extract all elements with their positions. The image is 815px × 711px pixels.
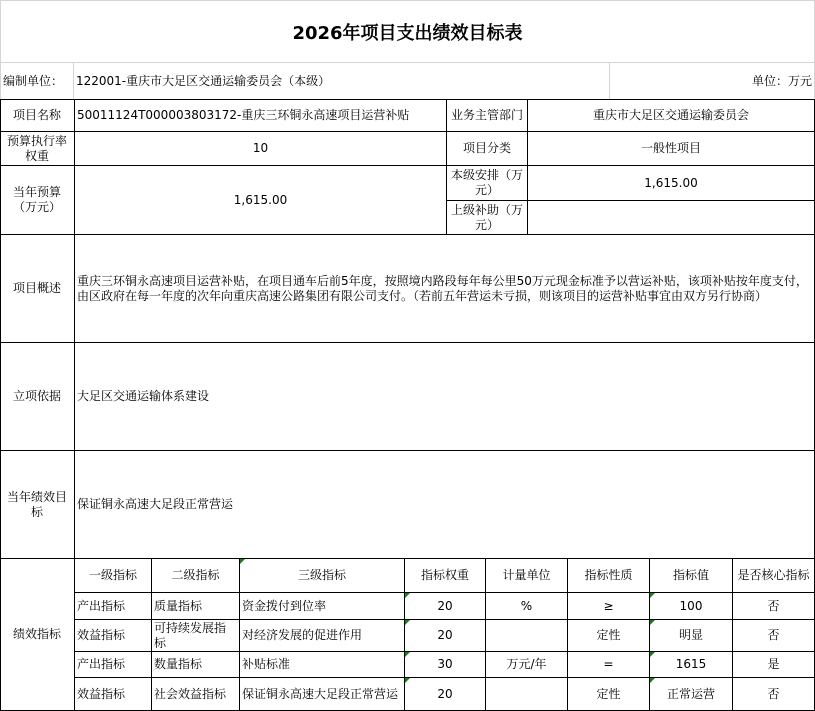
indicator-cell-nature: 定性 — [568, 620, 650, 652]
indicator-header-nature: 指标性质 — [568, 559, 650, 593]
indicator-header-level3: 三级指标 — [240, 559, 405, 593]
project-name-label: 项目名称 — [0, 100, 75, 132]
indicator-cell-nature: = — [568, 652, 650, 678]
indicator-cell-core: 否 — [733, 593, 815, 620]
goal-label: 当年绩效目标 — [0, 451, 75, 559]
indicator-cell-weight: 20 — [405, 620, 486, 652]
dept-label: 业务主管部门 — [447, 100, 528, 132]
goal-value: 保证铜永高速大足段正常营运 — [75, 451, 815, 559]
rate-label: 预算执行率权重 — [0, 132, 75, 166]
indicator-cell-value: 1615 — [650, 652, 733, 678]
org-value: 122001-重庆市大足区交通运输委员会（本级） — [74, 63, 610, 100]
indicator-cell-unit — [486, 678, 568, 711]
indicator-header-level2: 二级指标 — [152, 559, 240, 593]
indicator-cell-level3: 补贴标准 — [240, 652, 405, 678]
indicator-header-value: 指标值 — [650, 559, 733, 593]
indicator-cell-level1: 产出指标 — [75, 652, 152, 678]
indicator-cell-level1: 效益指标 — [75, 678, 152, 711]
indicator-cell-nature: 定性 — [568, 678, 650, 711]
category-label: 项目分类 — [447, 132, 528, 166]
indicator-cell-value: 100 — [650, 593, 733, 620]
unit-label: 单位：万元 — [610, 63, 815, 100]
indicator-cell-core: 是 — [733, 652, 815, 678]
indicator-cell-unit: % — [486, 593, 568, 620]
basis-label: 立项依据 — [0, 343, 75, 451]
indicator-cell-value: 正常运营 — [650, 678, 733, 711]
budget-value: 1,615.00 — [75, 166, 447, 235]
local-label: 本级安排（万元） — [447, 166, 528, 201]
indicator-header-level1: 一级指标 — [75, 559, 152, 593]
indicator-header-unit: 计量单位 — [486, 559, 568, 593]
indicator-cell-level3: 保证铜永高速大足段正常营运 — [240, 678, 405, 711]
indicators-label: 绩效指标 — [0, 559, 75, 711]
indicator-cell-level1: 产出指标 — [75, 593, 152, 620]
overview-value: 重庆三环铜永高速项目运营补贴，在项目通车后前5年度，按照境内路段每年每公里50万元现金标准予以营运补贴，该项补贴按年度支付，由区政府在每一年度的次年向重庆高速公路集团有限公司支付。（若前五年营运未亏损，则该项目的运营补贴事宜由双方另行协商） — [75, 235, 815, 343]
indicator-cell-level2: 数量指标 — [152, 652, 240, 678]
indicator-cell-level3: 资金拨付到位率 — [240, 593, 405, 620]
indicator-cell-weight: 30 — [405, 652, 486, 678]
indicator-cell-core: 否 — [733, 678, 815, 711]
indicator-header-core: 是否核心指标 — [733, 559, 815, 593]
indicator-cell-value: 明显 — [650, 620, 733, 652]
indicator-cell-level2: 质量指标 — [152, 593, 240, 620]
indicator-cell-level1: 效益指标 — [75, 620, 152, 652]
indicator-cell-level2: 可持续发展指标 — [152, 620, 240, 652]
basis-value: 大足区交通运输体系建设 — [75, 343, 815, 451]
indicator-cell-core: 否 — [733, 620, 815, 652]
upper-value — [528, 201, 815, 235]
indicator-cell-nature: ≥ — [568, 593, 650, 620]
indicator-cell-unit: 万元/年 — [486, 652, 568, 678]
indicator-cell-weight: 20 — [405, 593, 486, 620]
project-name-value: 50011124T000003803172-重庆三环铜永高速项目运营补贴 — [75, 100, 447, 132]
overview-label: 项目概述 — [0, 235, 75, 343]
indicator-header-weight: 指标权重 — [405, 559, 486, 593]
indicator-cell-level2: 社会效益指标 — [152, 678, 240, 711]
budget-label: 当年预算（万元） — [0, 166, 75, 235]
rate-value: 10 — [75, 132, 447, 166]
category-value: 一般性项目 — [528, 132, 815, 166]
org-label: 编制单位： — [0, 63, 74, 100]
local-value: 1,615.00 — [528, 166, 815, 201]
indicator-cell-weight: 20 — [405, 678, 486, 711]
upper-label: 上级补助（万元） — [447, 201, 528, 235]
indicator-cell-unit — [486, 620, 568, 652]
indicator-cell-level3: 对经济发展的促进作用 — [240, 620, 405, 652]
page-title: 2026年项目支出绩效目标表 — [0, 0, 815, 63]
dept-value: 重庆市大足区交通运输委员会 — [528, 100, 815, 132]
